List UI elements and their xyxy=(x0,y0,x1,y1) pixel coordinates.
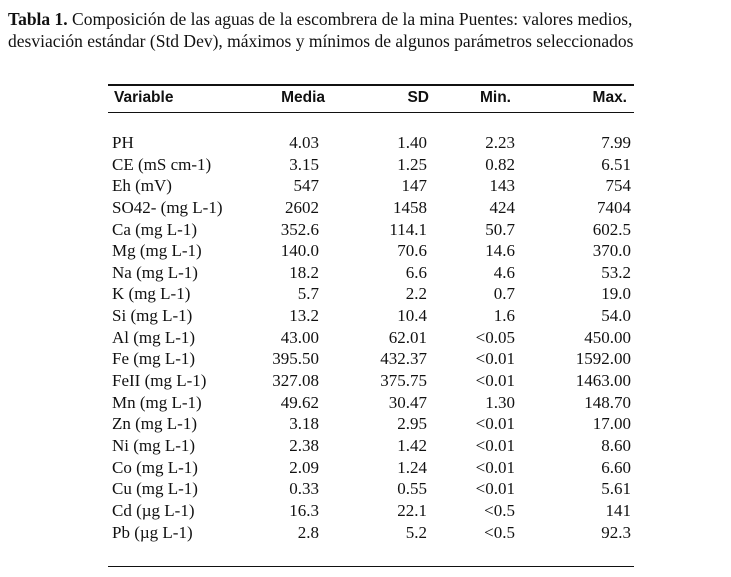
cell-variable xyxy=(112,348,195,369)
variable-unit: (µg L-1) xyxy=(131,500,195,520)
cell-min: <0.01 xyxy=(475,371,515,391)
caption-label: Tabla 1. xyxy=(8,9,68,29)
table-bottom-rule xyxy=(108,566,634,567)
cell-max: 53.2 xyxy=(601,262,631,282)
variable-name: CE xyxy=(112,154,134,174)
cell-sd: 1458 xyxy=(393,197,427,217)
cell-media: 3.15 xyxy=(289,154,319,174)
variable-unit: (mg L-1) xyxy=(129,435,196,455)
table-row xyxy=(0,392,731,414)
cell-variable xyxy=(112,240,202,261)
table-row xyxy=(0,478,731,500)
variable-name: Pb xyxy=(112,522,130,542)
cell-max: 6.60 xyxy=(601,457,631,477)
cell-media: 43.00 xyxy=(280,327,319,347)
header-media: Media xyxy=(281,89,325,106)
cell-min: <0.05 xyxy=(475,327,515,347)
variable-name: Cd xyxy=(112,500,132,520)
table-caption xyxy=(8,8,730,52)
table-row xyxy=(0,262,731,284)
variable-name: FeII xyxy=(112,371,141,391)
cell-min: 143 xyxy=(489,176,515,196)
cell-max: 8.60 xyxy=(601,435,631,455)
table-row xyxy=(0,240,731,262)
table-header-rule xyxy=(108,112,634,113)
cell-max: 602.5 xyxy=(592,219,631,239)
cell-variable xyxy=(112,392,202,413)
cell-min: 424 xyxy=(489,197,515,217)
cell-max: 141 xyxy=(605,500,631,520)
table-row xyxy=(0,175,731,197)
table-row xyxy=(0,305,731,327)
cell-min: 1.6 xyxy=(493,306,515,326)
cell-sd: 10.4 xyxy=(397,306,427,326)
variable-unit: (mg L-1) xyxy=(131,262,198,282)
cell-max: 450.00 xyxy=(584,327,631,347)
variable-unit: (mg L-1) xyxy=(131,479,198,499)
variable-unit: (mg L-1) xyxy=(135,241,202,261)
variable-unit: (mg L-1) xyxy=(156,197,223,217)
cell-sd: 2.95 xyxy=(397,414,427,434)
cell-variable xyxy=(112,154,211,175)
variable-name: Si xyxy=(112,306,127,326)
cell-min: <0.5 xyxy=(484,500,515,520)
variable-name: Cu xyxy=(112,479,132,499)
variable-unit: (mg L-1) xyxy=(129,349,196,369)
variable-name: Mg xyxy=(112,241,136,261)
cell-media: 49.62 xyxy=(280,392,319,412)
cell-sd: 1.40 xyxy=(397,133,427,152)
variable-name: Co xyxy=(112,457,132,477)
cell-sd: 0.55 xyxy=(397,479,427,499)
caption-line-1 xyxy=(8,8,730,30)
header-min: Min. xyxy=(480,89,511,106)
cell-sd: 62.01 xyxy=(388,327,427,347)
table-row xyxy=(0,413,731,435)
variable-unit: (mg L-1) xyxy=(126,306,193,326)
table-row xyxy=(0,457,731,479)
cell-variable xyxy=(112,370,206,391)
variable-name: Ni xyxy=(112,435,129,455)
table-row xyxy=(0,132,731,154)
variable-name: Na xyxy=(112,262,132,282)
cell-media: 547 xyxy=(293,176,319,196)
table-row xyxy=(0,283,731,305)
cell-min: <0.01 xyxy=(475,457,515,477)
table-top-rule xyxy=(108,84,634,86)
cell-sd: 22.1 xyxy=(397,500,427,520)
cell-max: 92.3 xyxy=(601,522,631,542)
cell-max: 7.99 xyxy=(601,133,631,152)
cell-min: <0.01 xyxy=(475,479,515,499)
variable-name: Fe xyxy=(112,349,129,369)
cell-variable xyxy=(112,197,223,218)
cell-media: 2.38 xyxy=(289,435,319,455)
cell-media: 16.3 xyxy=(289,500,319,520)
cell-sd: 114.1 xyxy=(389,219,427,239)
cell-variable xyxy=(112,522,193,543)
caption-line-2: desviación estándar (Std Dev), máximos y mínimos de algunos parámetros seleccionados xyxy=(8,31,634,51)
cell-media: 2602 xyxy=(285,197,319,217)
cell-media: 5.7 xyxy=(297,284,319,304)
cell-media: 4.03 xyxy=(289,133,319,152)
cell-media: 0.33 xyxy=(289,479,319,499)
cell-media: 18.2 xyxy=(289,262,319,282)
cell-sd: 6.6 xyxy=(405,262,427,282)
variable-name: Al xyxy=(112,327,129,347)
header-sd: SD xyxy=(407,89,429,106)
variable-unit: (mV) xyxy=(130,176,172,196)
cell-media: 327.08 xyxy=(272,371,319,391)
cell-min: 1.30 xyxy=(485,392,515,412)
cell-media: 352.6 xyxy=(280,219,319,239)
cell-min: <0.01 xyxy=(475,349,515,369)
cell-variable xyxy=(112,175,172,196)
cell-max: 754 xyxy=(605,176,631,196)
cell-sd: 432.37 xyxy=(380,349,427,369)
cell-variable xyxy=(112,219,197,240)
cell-variable xyxy=(112,478,198,499)
table-row xyxy=(0,435,731,457)
cell-min: 0.7 xyxy=(493,284,515,304)
table-row xyxy=(0,327,731,349)
variable-unit: (mg L-1) xyxy=(140,371,207,391)
cell-sd: 5.2 xyxy=(405,522,427,542)
variable-name: PH xyxy=(112,133,134,152)
table-row xyxy=(0,370,731,392)
table-row xyxy=(0,197,731,219)
header-variable: Variable xyxy=(114,89,174,106)
caption-text-1: Composición de las aguas de la escombrera de la mina Puentes: valores medios, xyxy=(67,9,633,29)
variable-unit: (µg L-1) xyxy=(129,522,193,542)
cell-sd: 30.47 xyxy=(388,392,427,412)
cell-media: 3.18 xyxy=(289,414,319,434)
cell-min: 0.82 xyxy=(485,154,515,174)
table-row xyxy=(0,500,731,522)
cell-variable xyxy=(112,500,195,521)
cell-min: 14.6 xyxy=(485,241,515,261)
cell-max: 1592.00 xyxy=(575,349,631,369)
table-row xyxy=(0,522,731,544)
cell-max: 19.0 xyxy=(601,284,631,304)
cell-min: <0.01 xyxy=(475,414,515,434)
cell-sd: 375.75 xyxy=(380,371,427,391)
table-row xyxy=(0,348,731,370)
cell-max: 54.0 xyxy=(601,306,631,326)
variable-name: Zn xyxy=(112,414,131,434)
cell-media: 140.0 xyxy=(280,241,319,261)
variable-unit: (mS cm-1) xyxy=(133,154,212,174)
cell-max: 17.00 xyxy=(592,414,631,434)
cell-variable xyxy=(112,327,195,348)
cell-media: 2.8 xyxy=(297,522,319,542)
header-max: Max. xyxy=(592,89,627,106)
cell-max: 370.0 xyxy=(592,241,631,261)
variable-name: Ca xyxy=(112,219,131,239)
cell-sd: 70.6 xyxy=(397,241,427,261)
cell-variable xyxy=(112,413,197,434)
table-row xyxy=(0,154,731,176)
cell-min: 50.7 xyxy=(485,219,515,239)
cell-sd: 1.25 xyxy=(397,154,427,174)
cell-sd: 2.2 xyxy=(405,284,427,304)
cell-max: 7404 xyxy=(597,197,631,217)
cell-media: 2.09 xyxy=(289,457,319,477)
cell-variable xyxy=(112,283,190,304)
cell-media: 395.50 xyxy=(272,349,319,369)
variable-unit: (mg L-1) xyxy=(135,392,202,412)
cell-variable xyxy=(112,457,198,478)
cell-sd: 1.24 xyxy=(397,457,427,477)
cell-variable xyxy=(112,435,195,456)
cell-min: 2.23 xyxy=(485,133,515,152)
cell-max: 1463.00 xyxy=(575,371,631,391)
cell-variable xyxy=(112,305,192,326)
table-row xyxy=(0,219,731,241)
cell-variable xyxy=(112,262,198,283)
cell-min: <0.5 xyxy=(484,522,515,542)
variable-unit: (mg L-1) xyxy=(129,327,196,347)
variable-name: K xyxy=(112,284,125,304)
variable-unit: (mg L-1) xyxy=(131,457,198,477)
variable-unit: (mg L-1) xyxy=(124,284,191,304)
cell-sd: 147 xyxy=(401,176,427,196)
variable-unit: (mg L-1) xyxy=(130,414,197,434)
cell-media: 13.2 xyxy=(289,306,319,326)
cell-max: 5.61 xyxy=(601,479,631,499)
table-body xyxy=(0,132,731,543)
cell-sd: 1.42 xyxy=(397,435,427,455)
variable-name: Mn xyxy=(112,392,136,412)
cell-max: 148.70 xyxy=(584,392,631,412)
cell-min: 4.6 xyxy=(493,262,515,282)
variable-name: SO42- xyxy=(112,197,157,217)
cell-min: <0.01 xyxy=(475,435,515,455)
variable-unit: (mg L-1) xyxy=(130,219,197,239)
cell-max: 6.51 xyxy=(601,154,631,174)
variable-name: Eh xyxy=(112,176,131,196)
cell-variable xyxy=(112,132,134,153)
